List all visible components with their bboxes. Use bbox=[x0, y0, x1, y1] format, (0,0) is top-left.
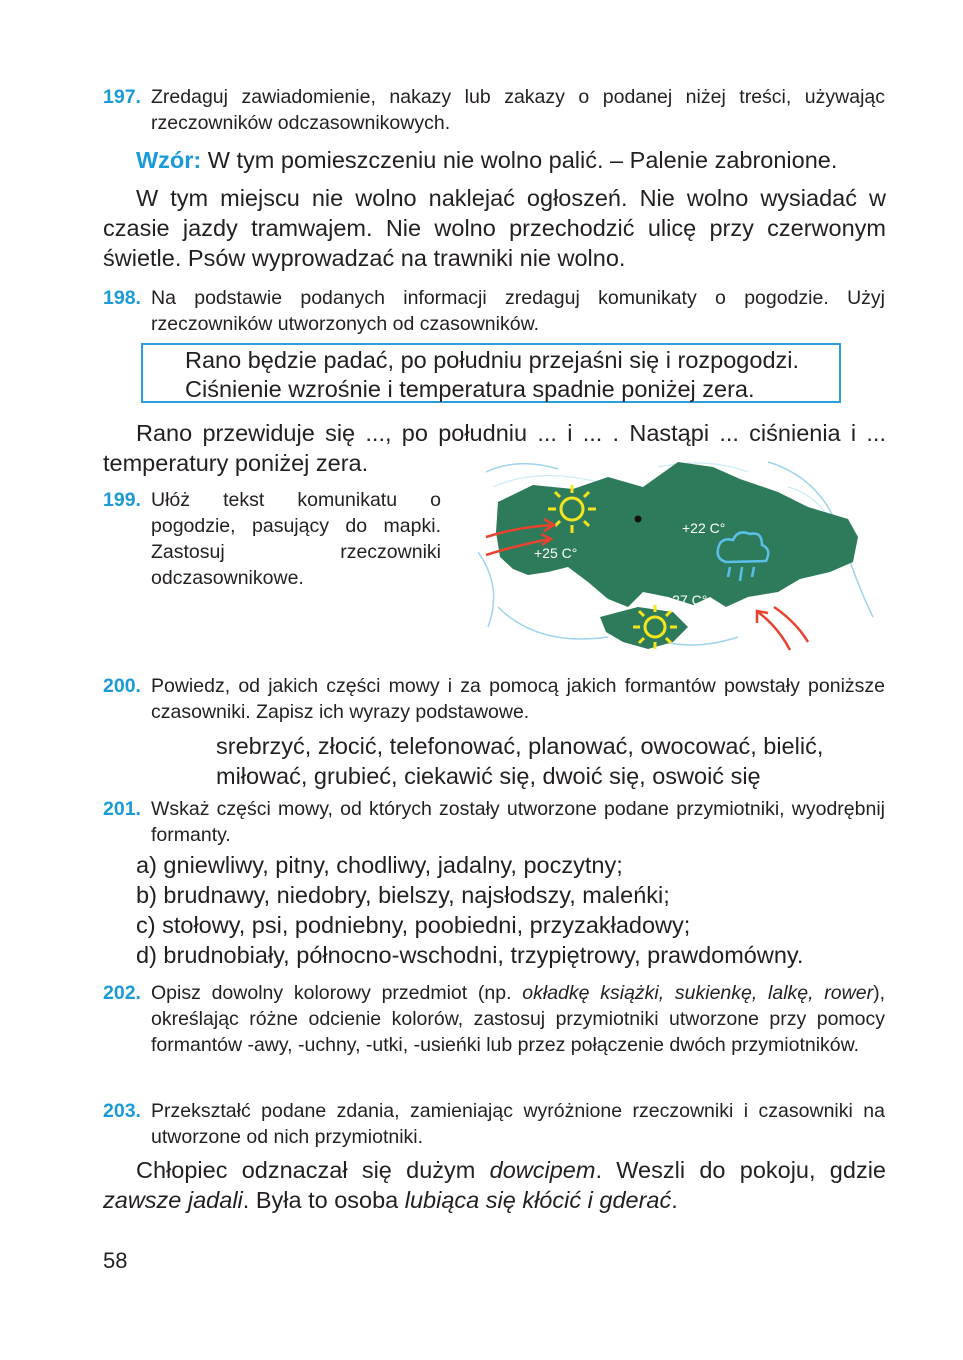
exercise-197 bbox=[103, 84, 885, 136]
instruction-part: Opisz dowolny kolorowy przedmiot (np. bbox=[151, 982, 523, 1004]
list-item: b) brudnawy, niedobry, bielszy, najsłodszy, maleńki; bbox=[136, 882, 670, 908]
exercise-199 bbox=[103, 487, 441, 591]
list-item: d) brudnobiały, północno-wschodni, trzypiętrowy, prawdomówny. bbox=[136, 942, 804, 968]
page-number: 58 bbox=[103, 1248, 128, 1273]
city-dot bbox=[635, 516, 642, 523]
exercise-number: 202. bbox=[103, 982, 141, 1004]
adjective-list bbox=[136, 850, 803, 970]
temperature-label: +25 C° bbox=[534, 545, 578, 561]
exercise-number: 200. bbox=[103, 675, 141, 697]
exercise-instruction: Zredaguj zawiadomienie, nakazy lub zakazy o podanej niżej treści, używając rzeczowników odczasownikowych. bbox=[151, 86, 885, 134]
exercise-203 bbox=[103, 1098, 885, 1150]
exercise-number: 201. bbox=[103, 798, 141, 820]
exercise-instruction: Na podstawie podanych informacji zredaguj komunikaty o pogodzie. Użyj rzeczowników utworzonych od czasowników. bbox=[151, 287, 885, 335]
sentence-part: . Weszli do pokoju, gdzie bbox=[595, 1157, 886, 1183]
exercise-body: Rano przewiduje się ..., po południu ... i ... . Nastąpi ... ciśnienia i ... temperatury poniżej zera. bbox=[103, 420, 886, 476]
list-item: c) stołowy, psi, podniebny, poobiedni, przyzakładowy; bbox=[136, 912, 691, 938]
exercise-instruction bbox=[151, 980, 885, 1058]
exercise-instruction: Przekształć podane zdania, zamieniając wyróżnione rzeczowniki i czasowniki na utworzone od nich przymiotniki. bbox=[151, 1100, 885, 1148]
example-label: Wzór: bbox=[136, 147, 202, 173]
highlighted-word: lubiąca się kłócić i gderać bbox=[404, 1187, 672, 1213]
info-box-line: Rano będzie padać, po południu przejaśni się i rozpogodzi. bbox=[185, 347, 800, 373]
exercise-number: 198. bbox=[103, 287, 141, 309]
example-text: W tym pomieszczeniu nie wolno palić. – Palenie zabronione. bbox=[201, 147, 838, 173]
word-list-line: srebrzyć, złocić, telefonować, planować, owocować, bielić, bbox=[216, 733, 824, 759]
exercise-instruction: Powiedz, od jakich części mowy i za pomocą jakich formantów powstały poniższe czasowniki. Zapisz ich wyrazy podstawowe. bbox=[151, 675, 885, 723]
exercise-body bbox=[103, 1155, 886, 1215]
highlighted-word: zawsze jadali bbox=[103, 1187, 243, 1213]
highlighted-word: dowcipem bbox=[489, 1157, 596, 1183]
exercise-number: 199. bbox=[103, 489, 141, 511]
instruction-italic: okładkę książki, sukienkę, lalkę, rower bbox=[522, 982, 874, 1004]
exercise-198 bbox=[103, 285, 885, 337]
exercise-number: 197. bbox=[103, 86, 141, 108]
temperature-label: +22 C° bbox=[682, 520, 726, 536]
word-list-line: miłować, grubieć, ciekawić się, dwoić się, oswoić się bbox=[216, 763, 761, 789]
exercise-body: W tym miejscu nie wolno naklejać ogłoszeń. Nie wolno wysiadać w czasie jazdy tramwajem. Nie wolno przechodzić ulicę przy czerwonym świetle. Psów wyprowadzać na trawniki nie wolno. bbox=[103, 185, 886, 271]
info-box bbox=[141, 343, 841, 403]
sentence-part: . Była to osoba bbox=[242, 1187, 405, 1213]
sentence-part: Chłopiec odznaczał się dużym bbox=[136, 1157, 490, 1183]
exercise-instruction: Ułóż tekst komunikatu o pogodzie, pasujący do mapki. Zastosuj rzeczowniki odczasownikowe. bbox=[151, 489, 441, 589]
exercise-number: 203. bbox=[103, 1100, 141, 1122]
weather-map bbox=[478, 457, 880, 657]
exercise-instruction: Wskaż części mowy, od których zostały utworzone podane przymiotniki, wyodrębnij formanty. bbox=[151, 798, 885, 846]
list-item: a) gniewliwy, pitny, chodliwy, jadalny, poczytny; bbox=[136, 852, 623, 878]
exercise-201 bbox=[103, 796, 885, 848]
exercise-200 bbox=[103, 673, 885, 725]
instruction-part: ), określając różne odcienie kolorów, zastosuj przymiotniki utworzone przy pomocy formantów -awy, -uchny, -utki, -usieńki lub przez połączenie dwóch przymiotników. bbox=[151, 982, 885, 1056]
sentence-part: . bbox=[671, 1187, 678, 1213]
example-line bbox=[136, 145, 886, 175]
temperature-label: +27 C° bbox=[664, 592, 708, 608]
word-list bbox=[216, 731, 823, 791]
info-box-line: Ciśnienie wzrośnie i temperatura spadnie poniżej zera. bbox=[185, 376, 755, 402]
exercise-202 bbox=[103, 980, 885, 1058]
